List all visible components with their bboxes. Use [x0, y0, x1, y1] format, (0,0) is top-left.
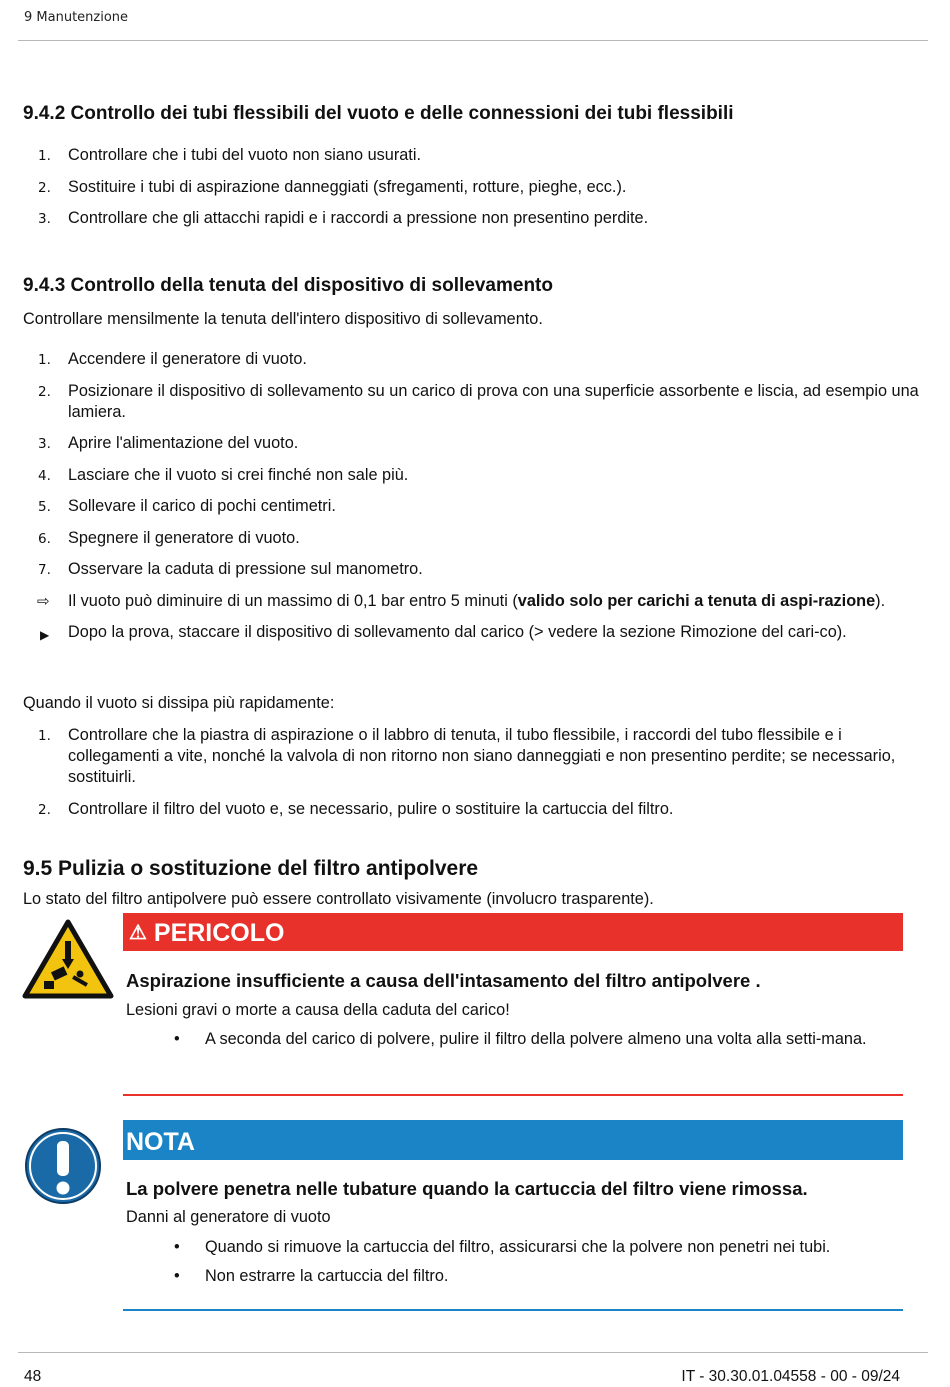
list-item: 2. Sostituire i tubi di aspirazione danneggiati (sfregamenti, rotture, pieghe, ecc.).	[38, 177, 627, 196]
footer-rule	[18, 1352, 928, 1353]
exclamation-mandatory-icon	[24, 1127, 102, 1205]
warning-triangle-icon: ⚠	[129, 922, 147, 944]
note-band: NOTA	[123, 1120, 903, 1160]
list-item: • A seconda del carico di polvere, pulire il filtro della polvere almeno una volta alla setti-mana.	[174, 1030, 867, 1048]
section-intro-943: Controllare mensilmente la tenuta dell'intero dispositivo di sollevamento.	[23, 310, 543, 328]
note-bullets	[0, 1237, 890, 1295]
section-title-95: 9.5 Pulizia o sostituzione del filtro antipolvere	[23, 857, 479, 880]
note-rule	[123, 1309, 903, 1311]
list-item: 6. Spegnere il generatore di vuoto.	[38, 528, 300, 547]
result-item: ⇨ Il vuoto può diminuire di un massimo di 0,1 bar entro 5 minuti (valido solo per carichi a tenuta di aspi-razione).	[37, 591, 886, 610]
list-item: • Non estrarre la cartuccia del filtro.	[174, 1267, 449, 1285]
action-item: ▶ Dopo la prova, staccare il dispositivo di sollevamento dal carico (> vedere la sezione Rimozione del cari-co).	[0, 622, 930, 643]
note-title: La polvere penetra nelle tubature quando la cartuccia del filtro viene rimossa.	[126, 1178, 808, 1199]
list-item: 2. Controllare il filtro del vuoto e, se necessario, pulire o sostituire la cartuccia del filtro.	[38, 799, 674, 818]
faster-intro: Quando il vuoto si dissipa più rapidamente:	[23, 694, 335, 712]
steps-943-faster	[0, 725, 930, 830]
result-arrow-icon: ⇨	[37, 592, 50, 610]
list-item: 4. Lasciare che il vuoto si crei finché non sale più.	[38, 465, 409, 484]
document-code: IT - 30.30.01.04558 - 00 - 09/24	[681, 1368, 900, 1385]
note-text: Danni al generatore di vuoto	[126, 1208, 331, 1226]
action-triangle-icon: ▶	[40, 628, 50, 642]
steps-943	[0, 349, 930, 654]
danger-title: Aspirazione insufficiente a causa dell'intasamento del filtro antipolvere .	[126, 970, 761, 991]
list-item: 1. Accendere il generatore di vuoto.	[38, 350, 307, 368]
running-header: 9 Manutenzione	[24, 10, 129, 25]
section-title-942: 9.4.2 Controllo dei tubi flessibili del vuoto e delle connessioni dei tubi flessibili	[23, 103, 734, 124]
danger-rule	[123, 1094, 903, 1096]
danger-band: ⚠ PERICOLO	[123, 913, 903, 951]
section-intro-95: Lo stato del filtro antipolvere può essere controllato visivamente (involucro trasparente).	[23, 890, 654, 908]
list-item: 3. Aprire l'alimentazione del vuoto.	[38, 434, 299, 452]
list-item: 7. Osservare la caduta di pressione sul manometro.	[38, 560, 423, 578]
danger-bullets	[0, 1029, 890, 1058]
list-item: 2. Posizionare il dispositivo di sollevamento su un carico di prova con una superficie assorbente e liscia, ad esempio una lamiera.	[38, 381, 919, 421]
steps-942	[0, 145, 930, 240]
page-number: 48	[24, 1368, 42, 1385]
header-rule	[18, 40, 928, 41]
list-item: 5. Sollevare il carico di pochi centimetri.	[38, 497, 336, 515]
list-item: 1. Controllare che i tubi del vuoto non siano usurati.	[38, 146, 421, 164]
section-title-943: 9.4.3 Controllo della tenuta del dispositivo di sollevamento	[23, 275, 553, 296]
falling-load-warning-icon	[22, 919, 114, 999]
list-item: • Quando si rimuove la cartuccia del filtro, assicurarsi che la polvere non penetri nei tubi.	[174, 1238, 831, 1256]
list-item: 3. Controllare che gli attacchi rapidi e i raccordi a pressione non presentino perdite.	[38, 209, 649, 227]
danger-text: Lesioni gravi o morte a causa della caduta del carico!	[126, 1001, 510, 1019]
list-item: 1. Controllare che la piastra di aspirazione o il labbro di tenuta, il tubo flessibile, i raccordi del tubo flessibile e i collegamenti a vite, nonché la valvola di non ritorno non siano danneggiati e non presentino perdite; se necessario, sostituirli.	[38, 726, 896, 786]
